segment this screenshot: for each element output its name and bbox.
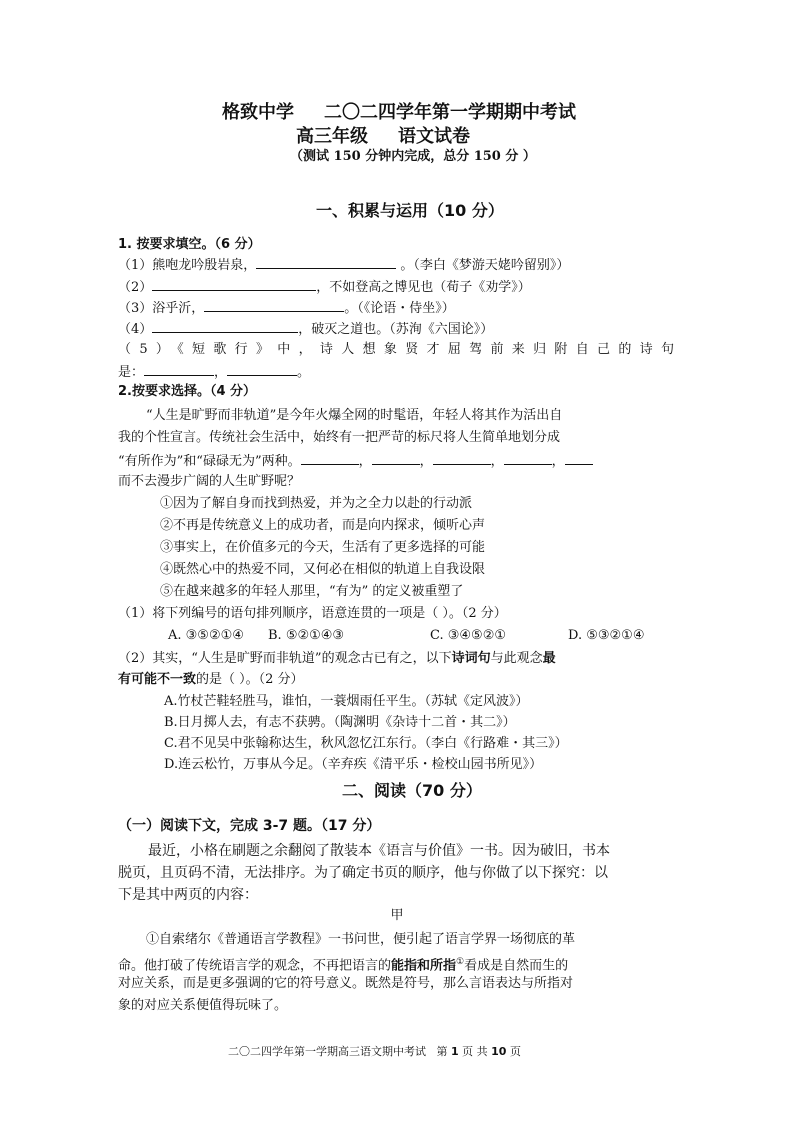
q2-sub1-question: （1）将下列编号的语句排列顺序，语意连贯的一项是（ ）。（2 分） [118,606,507,621]
para1-text: 看成是自然而生的 [464,958,569,974]
q2-sub2-option-d[interactable]: D.连云松竹，万事从今足。（辛弃疾《清平乐・检校山园书所见》） [164,757,543,772]
q1-item-2 [118,276,531,298]
footnote-marker[interactable]: ① [456,957,465,967]
answer-blank[interactable] [372,450,420,465]
q2-sub2-option-a[interactable]: A.竹杖芒鞋轻胜马，谁怕，一蓑烟雨任平生。（苏轼《定风波》） [164,694,529,709]
answer-blank[interactable] [256,254,396,269]
q1-item-1-source: 。（李白《梦游天姥吟留别》） [400,258,570,273]
q2-sub1-option-c[interactable]: C. ③④⑤②① [430,628,507,643]
q2-sub1-option-d[interactable]: D. ⑤③②①④ [568,628,645,643]
footer-page-total: 10 [491,1045,507,1058]
q2-statement-1: ①因为了解自身而找到热爱，并为之全力以赴的行动派 [160,496,473,511]
q2-sub2-text: （2）其实，“人生是旷野而非轨道”的观念古已有之，以下 [118,651,452,666]
q2-sub2-emphasis: 有可能不一致 [118,672,197,687]
para1-line2 [118,952,568,976]
separator: ， [490,454,504,469]
end-mark: 。 [297,365,311,380]
page-label: 甲 [390,908,404,923]
q1-item-4 [118,318,493,340]
footer-page-suffix: 页 [509,1045,521,1058]
separator: ， [419,454,433,469]
answer-blank[interactable] [504,450,552,465]
q2-statement-4: ④既然心中的热爱不同，又何必在相似的轨道上自我设限 [160,562,486,577]
separator: ， [551,454,565,469]
answer-blank[interactable] [204,297,344,312]
grade-label: 高三年级 [296,126,368,147]
answer-blank[interactable] [152,318,298,333]
q2-sub1-option-b[interactable]: B. ⑤②①④③ [268,628,345,643]
q2-para-line3-text: “有所作为”和“碌碌无为”两种。 [118,454,301,469]
q1-item-1-text: （1）熊咆龙吟殷岩泉， [118,258,257,273]
para1-emphasis: 能指和所指 [391,958,457,974]
q2-para-line1: “人生是旷野而非轨道”是今年火爆全网的时髦语，年轻人将其作为活出自 [146,408,563,423]
exam-title [222,100,576,126]
q2-para-line3 [118,450,593,472]
exam-name: 二〇二四学年第一学期期中考试 [324,102,576,123]
answer-blank[interactable] [152,276,316,291]
footer-page-number: 1 [451,1045,459,1058]
exam-note: （测试 150 分钟内完成，总分 150 分 ） [290,149,536,164]
q1-item-5-line2 [118,361,310,383]
q2-para-line4: 而不去漫步广阔的人生旷野呢？ [118,474,301,489]
q2-statement-3: ③事实上，在价值多元的今天，生活有了更多选择的可能 [160,540,486,555]
q1-title: 1. 按要求填空。（6 分） [118,237,261,252]
para1-line1: ①自索绪尔《普通语言学教程》一书问世，便引起了语言学界一场彻底的革 [146,932,576,947]
part1-title: （一）阅读下文，完成 3-7 题。（17 分） [118,818,381,834]
separator: ， [358,454,372,469]
answer-blank[interactable] [144,361,214,376]
q1-item-3-source: 。（《论语・侍坐》） [344,301,455,316]
page-footer [228,1044,521,1060]
q2-sub2-text: 的是（ ）。（2 分） [196,672,304,687]
q2-sub2-line1 [118,649,556,669]
q2-sub2-emphasis: 最 [542,651,556,666]
footer-page-mid: 页 共 [462,1045,488,1058]
answer-blank[interactable] [301,450,359,465]
para1-text: 命。他打破了传统语言学的观念，不再把语言的 [118,958,392,974]
q2-sub2-text: 与此观念 [490,651,543,666]
footer-text: 二〇二四学年第一学期高三语文期中考试 [228,1045,426,1058]
q1-item-3-text: （3）浴乎沂， [118,301,205,316]
q2-sub2-line2 [118,670,304,690]
section1-title: 一、积累与运用（10 分） [316,201,504,220]
para1-line4: 象的对应关系便值得玩味了。 [118,998,288,1013]
q2-sub2-option-b[interactable]: B.日月掷人去，有志不获骋。（陶渊明《杂诗十二首・其二》） [164,715,516,730]
q2-sub2-emphasis: 诗词句 [451,651,491,666]
q1-item-5-prefix: 是： [118,365,145,380]
intro-line3: 下是其中两页的内容： [118,887,258,903]
q2-statement-5: ⑤在越来越多的年轻人那里，“有为” 的定义被重塑了 [160,584,464,599]
answer-blank[interactable] [433,450,491,465]
q1-item-2-text: （2） [118,280,153,295]
q1-item-2-source: ，不如登高之博见也（荀子《劝学》） [316,280,531,295]
section2-title: 二、阅读（70 分） [342,781,482,800]
q1-item-3 [118,297,455,319]
q2-para-line2: 我的个性宣言。传统社会生活中，始终有一把严苛的标尺将人生简单地划分成 [118,430,561,445]
subject-label: 语文试卷 [398,126,470,147]
q2-sub2-option-c[interactable]: C.君不见吴中张翰称达生，秋风忽忆江东行。（李白《行路难・其三》） [164,736,568,751]
para1-line3: 对应关系，而是更多强调的它的符号意义。既然是符号，那么言语表达与所指对 [118,976,574,991]
q2-title: 2.按要求选择。（4 分） [118,384,257,399]
q1-item-5-line1: （5）《短歌行》中，诗人想象贤才屈驾前来归附自己的诗句 [118,342,674,357]
intro-line2: 脱页，且页码不清，无法排序。为了确定书页的顺序，他与你做了以下探究：以 [118,865,608,881]
q2-statement-2: ②不再是传统意义上的成功者，而是向内探求，倾听心声 [160,518,486,533]
separator: ， [214,365,228,380]
answer-blank[interactable] [565,450,593,465]
footer-page-prefix: 第 [436,1045,448,1058]
q2-sub1-option-a[interactable]: A. ③⑤②①④ [168,628,244,643]
intro-line1: 最近，小格在刷题之余翻阅了散装本《语言与价值》一书。因为破旧，书本 [148,843,610,859]
answer-blank[interactable] [227,361,297,376]
q1-item-4-text: （4） [118,322,153,337]
school-name: 格致中学 [222,102,294,123]
q1-item-1 [118,254,569,276]
q1-item-4-source: ，破灭之道也。（苏洵《六国论》） [298,322,494,337]
